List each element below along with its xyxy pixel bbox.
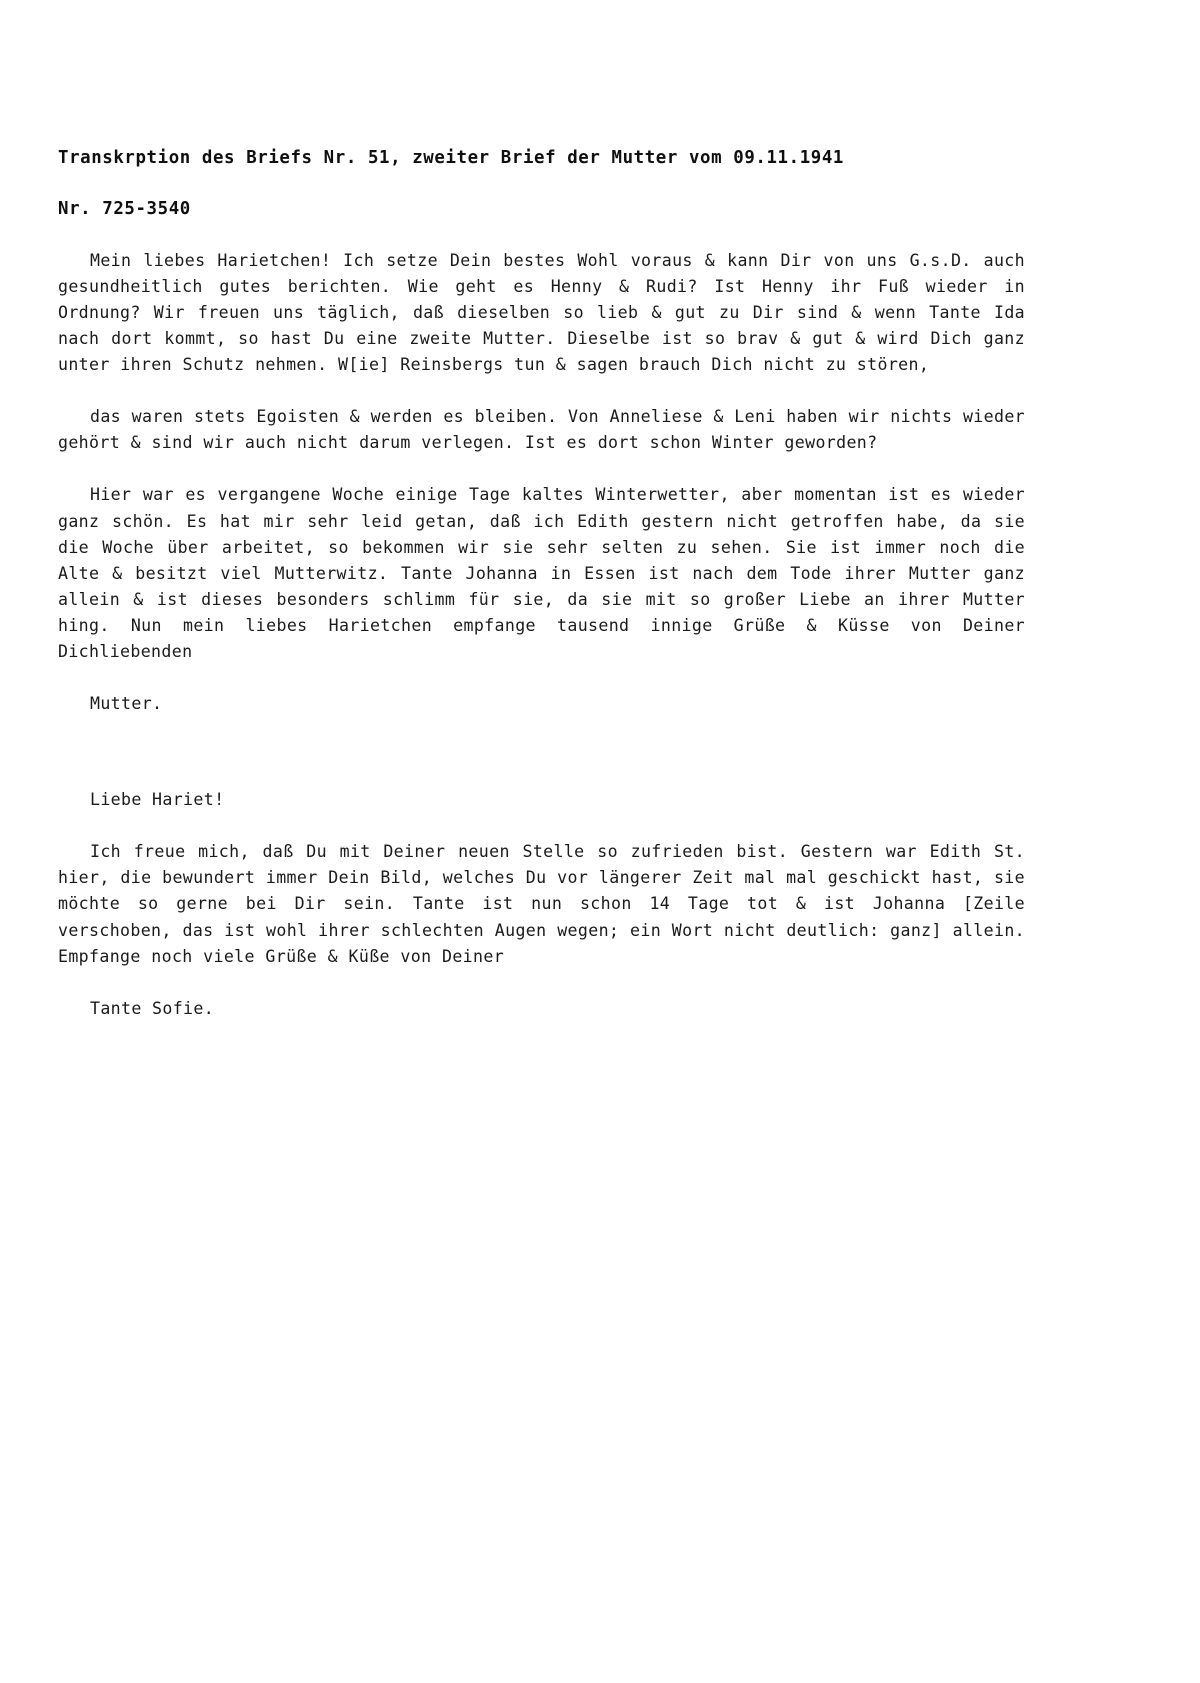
paragraph: Ich freue mich, daß Du mit Deiner neuen Stelle so zufrieden bist. Gestern war Edith St. hier, die bewundert immer Dein Bild, welches Du vor längerer Zeit mal mal geschickt hast, sie möchte so gerne bei Dir sein. Tante ist nun schon 14 Tage tot & ist Johanna [Zeile verschoben, das ist wohl ihrer schlechten Augen wegen; ein Wort nicht deutlich: ganz] allein. Empfange noch viele Grüße & Küße von Deiner <box>58 842 1025 966</box>
reference-number: Nr. 725-3540 <box>58 198 191 219</box>
paragraph: Mein liebes Harietchen! Ich setze Dein bestes Wohl voraus & kann Dir von uns G.s.D. auch gesundheitlich gutes berichten. Wie geht es Henny & Rudi? Ist Henny ihr Fuß wieder in Ordnung? Wir freuen uns täglich, daß dieselben so lieb & gut zu Dir sind & wenn Tante Ida nach dort kommt, so hast Du eine zweite Mutter. Dieselbe ist so brav & gut & wird Dich ganz unter ihren Schutz nehmen. W[ie] Reinsbergs tun & sagen brauch Dich nicht zu stören, <box>58 250 1025 375</box>
paragraph: das waren stets Egoisten & werden es bleiben. Von Anneliese & Leni haben wir nichts wieder gehört & sind wir auch nicht darum verlegen. Ist es dort schon Winter geworden? <box>58 407 1025 453</box>
letter-aunt-body <box>58 787 1025 1022</box>
letter-salutation: Liebe Hariet! <box>90 790 225 810</box>
section-spacer <box>58 717 1032 787</box>
letter-signature: Mutter. <box>90 694 163 714</box>
paragraph: Hier war es vergangene Woche einige Tage kaltes Winterwetter, aber momentan ist es wieder ganz schön. Es hat mir sehr leid getan, daß ich Edith gestern nicht getroffen habe, da sie die Woche über arbeitet, so bekommen wir sie sehr selten zu sehen. Sie ist immer noch die Alte & besitzt viel Mutterwitz. Tante Johanna in Essen ist nach dem Tode ihrer Mutter ganz allein & ist dieses besonders schlimm für sie, da sie mit so großer Liebe an ihrer Mutter hing. Nun mein liebes Harietchen empfange tausend innige Grüße & Küsse von Deiner Dichliebenden <box>58 485 1025 661</box>
letter-signature: Tante Sofie. <box>90 998 215 1018</box>
letter-mother-body <box>58 248 1025 717</box>
page-title: Transkrption des Briefs Nr. 51, zweiter Brief der Mutter vom 09.11.1941 <box>58 148 844 168</box>
